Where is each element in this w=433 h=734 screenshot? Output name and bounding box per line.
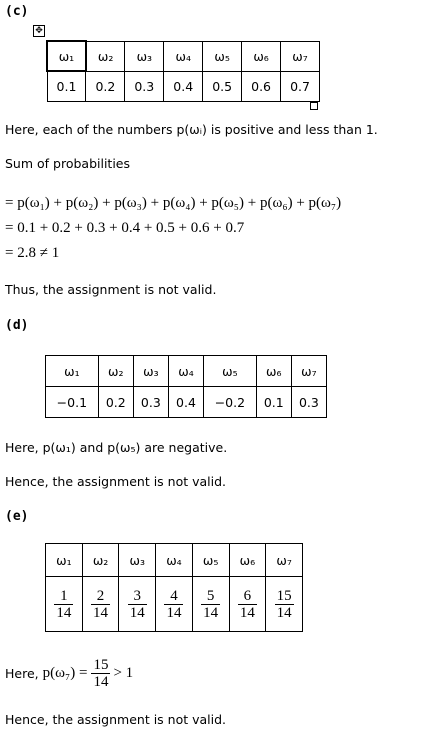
- move-handle-icon[interactable]: ✥: [33, 25, 45, 37]
- fraction-numerator: 2: [91, 588, 110, 605]
- part-d-table: [45, 355, 327, 418]
- table-value-cell: −0.1: [46, 387, 99, 418]
- table-header-cell: ω₁: [46, 356, 99, 387]
- part-d-label: (d): [5, 318, 29, 333]
- part-d-conclusion: Hence, the assignment is not valid.: [5, 474, 227, 489]
- fraction-numerator: 6: [238, 588, 257, 605]
- table-fraction-cell: [266, 577, 303, 632]
- fraction-numerator: 3: [128, 588, 147, 605]
- table-header-cell: ω₇: [291, 356, 326, 387]
- fraction-denominator: 14: [276, 604, 292, 621]
- fraction-numerator: 5: [201, 588, 220, 605]
- part-e-conclusion: Hence, the assignment is not valid.: [5, 712, 227, 727]
- table-fraction-cell: [82, 577, 119, 632]
- table-value-cell: 0.3: [291, 387, 326, 418]
- table-header-cell: ω₅: [204, 356, 257, 387]
- fraction-numerator: 15: [276, 587, 292, 604]
- part-e-here-expression: p(ω₇) =: [42, 664, 88, 681]
- part-c-label: (c): [5, 4, 29, 19]
- part-e-here-prefix: Here,: [5, 665, 39, 681]
- table-header-cell: ω₅: [192, 544, 229, 577]
- table-header-cell: ω₆: [242, 41, 281, 71]
- table-value-cell: 0.3: [133, 387, 168, 418]
- table-header-cell: ω₅: [203, 41, 242, 71]
- table-value-cell: 0.4: [164, 71, 203, 101]
- table-value-cell: 0.2: [86, 71, 125, 101]
- table-header-cell: ω₇: [281, 41, 320, 71]
- table-header-cell: ω₃: [119, 544, 156, 577]
- table-value-cell: 0.7: [281, 71, 320, 101]
- fraction-denominator: 14: [56, 604, 72, 621]
- table-value-cell: 0.4: [168, 387, 203, 418]
- table-fraction-cell: [46, 577, 83, 632]
- fraction-denominator: 14: [166, 604, 182, 621]
- table-fraction-cell: [156, 577, 193, 632]
- table-header-cell: ω₃: [125, 41, 164, 71]
- table-value-cell: −0.2: [204, 387, 257, 418]
- table-fraction-cell: [192, 577, 229, 632]
- table-value-cell: 0.6: [242, 71, 281, 101]
- part-c-equation-line-2: = 0.1 + 0.2 + 0.3 + 0.4 + 0.5 + 0.6 + 0.7: [5, 220, 245, 236]
- table-header-cell: ω₂: [86, 41, 125, 71]
- part-e-here-line: [5, 655, 133, 691]
- part-e-table: [45, 543, 303, 632]
- table-value-cell: 0.5: [203, 71, 242, 101]
- part-d-here-text: Here, p(ω₁) and p(ω₅) are negative.: [5, 440, 228, 455]
- table-header-cell: ω₄: [156, 544, 193, 577]
- fraction-denominator: 14: [203, 604, 219, 621]
- part-e-label: (e): [5, 509, 29, 524]
- part-c-here-text: Here, each of the numbers p(ωᵢ) is positive and less than 1.: [5, 122, 378, 137]
- table-value-cell: 0.1: [256, 387, 291, 418]
- table-value-cell: 0.2: [98, 387, 133, 418]
- table-header-cell: ω₆: [229, 544, 266, 577]
- table-header-cell: ω₆: [256, 356, 291, 387]
- table-header-cell: ω₄: [168, 356, 203, 387]
- fraction-denominator: 14: [93, 604, 109, 621]
- table-header-cell: ω₃: [133, 356, 168, 387]
- table-header-cell: ω₇: [266, 544, 303, 577]
- table-fraction-cell: [119, 577, 156, 632]
- part-c-equation-line-1: = p(ω₁) + p(ω₂) + p(ω₃) + p(ω₄) + p(ω₅) + p(ω₆) + p(ω₇): [5, 195, 342, 211]
- part-c-sum-text: Sum of probabilities: [5, 156, 130, 171]
- fraction-numerator: 4: [164, 588, 183, 605]
- table-header-cell: ω₄: [164, 41, 203, 71]
- fraction-numerator: 1: [54, 588, 73, 605]
- fraction-denominator: 14: [93, 673, 109, 690]
- part-c-table: [46, 40, 320, 102]
- table-header-cell: ω₂: [82, 544, 119, 577]
- resize-handle-icon[interactable]: [310, 102, 318, 110]
- fraction-denominator: 14: [239, 604, 255, 621]
- fraction-denominator: 14: [129, 604, 145, 621]
- table-value-cell: 0.3: [125, 71, 164, 101]
- fraction-numerator: 15: [93, 656, 109, 673]
- table-header-cell: ω₁: [46, 544, 83, 577]
- part-c-conclusion: Thus, the assignment is not valid.: [5, 282, 217, 297]
- table-header-cell: ω₂: [98, 356, 133, 387]
- part-e-here-suffix: > 1: [113, 664, 134, 681]
- table-fraction-cell: [229, 577, 266, 632]
- part-c-equation-line-3: = 2.8 ≠ 1: [5, 245, 60, 261]
- table-header-cell: ω₁: [47, 41, 86, 71]
- table-value-cell: 0.1: [47, 71, 86, 101]
